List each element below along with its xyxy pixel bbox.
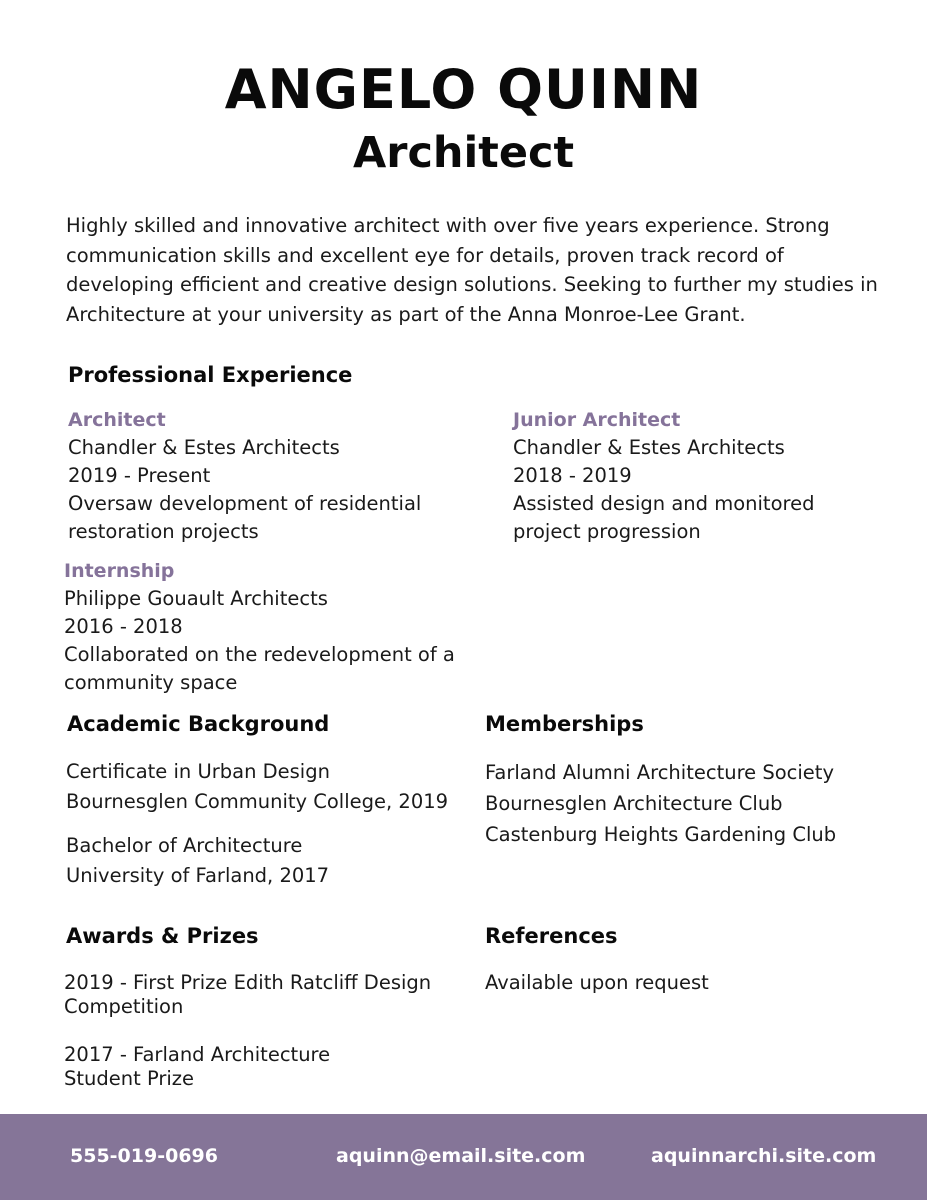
references-heading: References xyxy=(485,924,618,948)
education-school: University of Farland, 2017 xyxy=(66,864,330,887)
job-entry xyxy=(513,406,858,546)
award-item: 2017 - Farland Architecture Student Prize xyxy=(64,1043,331,1090)
education-entry xyxy=(66,757,476,817)
email-link[interactable]: aquinn@email.site.com xyxy=(336,1145,586,1167)
summary-paragraph: Highly skilled and innovative architect with over five years experience. Strong communication skills and excellent eye for details, proven track record of developing efficient and creative design solutions. Seeking to further my studies in Architecture at your university as part of the Anna Monroe-Lee Grant. xyxy=(66,214,878,326)
experience-heading: Professional Experience xyxy=(68,363,353,387)
education-degree: Bachelor of Architecture xyxy=(66,834,303,857)
memberships-list xyxy=(485,757,885,850)
awards-heading: Awards & Prizes xyxy=(66,924,259,948)
education-entry xyxy=(66,831,476,891)
job-description: Oversaw development of residential restoration projects xyxy=(68,492,422,543)
job-company: Philippe Gouault Architects xyxy=(64,587,328,610)
job-role: Junior Architect xyxy=(513,409,681,431)
education-school: Bournesglen Community College, 2019 xyxy=(66,790,449,813)
membership-item: Bournesglen Architecture Club xyxy=(485,792,783,815)
membership-item: Farland Alumni Architecture Society xyxy=(485,761,834,784)
membership-item: Castenburg Heights Gardening Club xyxy=(485,823,837,846)
job-description: Collaborated on the redevelopment of a community space xyxy=(64,643,455,694)
references-text: Available upon request xyxy=(485,971,709,994)
resume-title: Architect xyxy=(352,128,575,178)
job-entry xyxy=(68,406,468,546)
job-company: Chandler & Estes Architects xyxy=(513,436,785,459)
memberships-heading: Memberships xyxy=(485,712,644,736)
job-dates: 2018 - 2019 xyxy=(513,464,632,487)
job-company: Chandler & Estes Architects xyxy=(68,436,340,459)
award-item: 2019 - First Prize Edith Ratcliff Design Competition xyxy=(64,971,432,1018)
job-role: Architect xyxy=(68,409,166,431)
job-entry xyxy=(64,557,476,697)
resume-name: ANGELO QUINN xyxy=(224,58,703,121)
education-heading: Academic Background xyxy=(67,712,330,736)
job-description: Assisted design and monitored project progression xyxy=(513,492,815,543)
job-dates: 2016 - 2018 xyxy=(64,615,183,638)
website-link[interactable]: aquinnarchi.site.com xyxy=(651,1145,877,1167)
job-role: Internship xyxy=(64,560,175,582)
job-dates: 2019 - Present xyxy=(68,464,211,487)
education-degree: Certificate in Urban Design xyxy=(66,760,330,783)
phone-number[interactable]: 555-019-0696 xyxy=(70,1145,218,1167)
